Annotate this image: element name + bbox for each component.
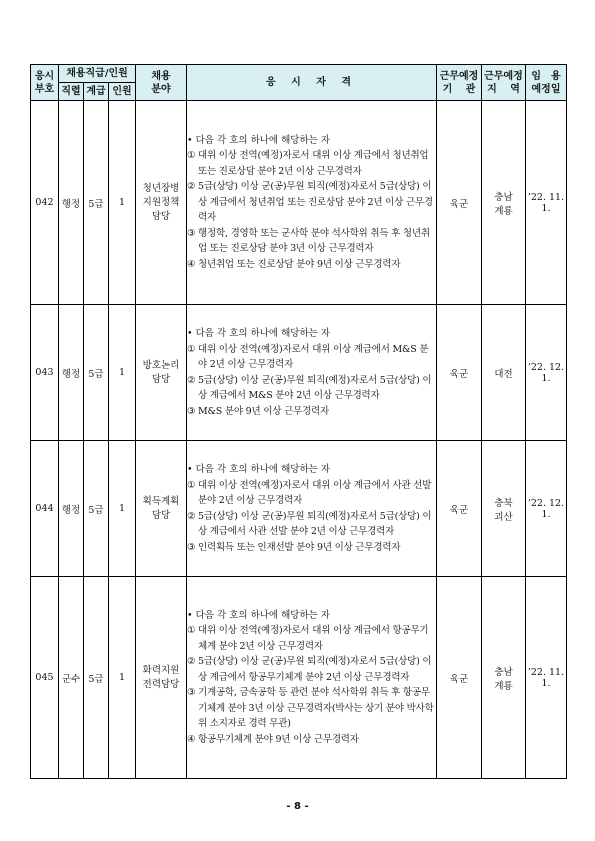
cell-grade: 5급 [84, 305, 109, 441]
table-row [31, 577, 567, 779]
cell-grade: 5급 [84, 441, 109, 577]
cell-date: ’22. 11. 1. [526, 101, 567, 305]
cell-code: 042 [31, 101, 59, 305]
qualification-item: ③ 행정학, 경영학 또는 군사학 분야 석사학위 취득 후 청년취업 또는 진로상담 분야 3년 이상 근무경력자 [187, 227, 430, 255]
qualification-item: ④ 항공무기체계 분야 9년 이상 근무경력자 [187, 733, 359, 745]
cell-org: 육군 [437, 577, 482, 779]
page-number: - 8 - [286, 801, 309, 812]
qualification-item: ③ M&S 분야 9년 이상 근무경력자 [187, 405, 329, 417]
cell-code: 044 [31, 441, 59, 577]
cell-job: 행정 [59, 101, 84, 305]
cell-date: ’22. 12. 1. [526, 305, 567, 441]
header-grade: 계급 [84, 83, 109, 101]
cell-job: 군수 [59, 577, 84, 779]
recruitment-table [30, 64, 567, 779]
cell-region: 충남 계룡 [482, 101, 526, 305]
cell-job: 행정 [59, 441, 84, 577]
table-row [31, 441, 567, 577]
table-row [31, 101, 567, 305]
header-region: 근무예정 지 역 [482, 65, 526, 101]
qualification-item: ④ 청년취업 또는 진로상담 분야 9년 이상 근무경력자 [187, 258, 401, 270]
cell-code: 043 [31, 305, 59, 441]
header-code: 응시 부호 [31, 65, 59, 101]
qualification-item: ① 대위 이상 전역(예정)자로서 대위 이상 계급에서 사관 선발 분야 2년 이상 근무경력자 [187, 479, 432, 506]
qualification-headline: • 다음 각 호의 하나에 해당하는 자 [187, 609, 331, 621]
cell-field: 청년장병 지원정책 담당 [136, 101, 187, 305]
qualification-item: ① 대위 이상 전역(예정)자로서 대위 이상 계급에서 M&S 분야 2년 이상 근무경력자 [187, 343, 429, 370]
qualification-headline: • 다음 각 호의 하나에 해당하는 자 [187, 134, 331, 146]
qualification-item: ② 5급(상당) 이상 군(공)무원 퇴직(예정)자로서 5급(상당) 이상 계급에서 사관 선발 분야 2년 이상 근무경력자 [187, 510, 432, 537]
header-count: 인원 [109, 83, 136, 101]
cell-qualification [187, 441, 437, 577]
cell-count: 1 [109, 305, 136, 441]
cell-qualification [187, 305, 437, 441]
cell-org: 육군 [437, 101, 482, 305]
cell-date: ’22. 12. 1. [526, 441, 567, 577]
header-position-group: 채용직급/인원 [59, 65, 136, 83]
qualification-item: ③ 기계공학, 금속공학 등 관련 분야 석사학위 취득 후 항공무기체계 분야 3년 이상 근무경력자(박사는 상기 분야 박사학위 소지자로 경력 무관) [187, 687, 434, 730]
header-field: 채용 분야 [136, 65, 187, 101]
cell-job: 행정 [59, 305, 84, 441]
qualification-headline: • 다음 각 호의 하나에 해당하는 자 [187, 464, 331, 475]
cell-field: 획득계획 담당 [136, 441, 187, 577]
qualification-item: ① 대위 이상 전역(예정)자로서 대위 이상 계급에서 청년취업 또는 진로상담 분야 2년 이상 근무경력자 [187, 150, 429, 177]
cell-count: 1 [109, 441, 136, 577]
table-row [31, 305, 567, 441]
qualification-item: ② 5급(상당) 이상 군(공)무원 퇴직(예정)자로서 5급(상당) 이상 계급에서 M&S 분야 2년 이상 근무경력자 [187, 374, 432, 401]
cell-field: 방호논리 담당 [136, 305, 187, 441]
cell-count: 1 [109, 577, 136, 779]
header-date: 임 용 예정일 [526, 65, 567, 101]
header-org: 근무예정 기 관 [437, 65, 482, 101]
cell-field: 화력지원 전력담당 [136, 577, 187, 779]
qualification-item: ② 5급(상당) 이상 군(공)무원 퇴직(예정)자로서 5급(상당) 이상 계급에서 청년취업 또는 진로상담 분야 2년 이상 근무경력자 [187, 181, 433, 224]
cell-grade: 5급 [84, 101, 109, 305]
cell-count: 1 [109, 101, 136, 305]
header-qualification: 응 시 자 격 [187, 65, 437, 101]
qualification-headline: • 다음 각 호의 하나에 해당하는 자 [187, 328, 331, 339]
cell-qualification [187, 101, 437, 305]
cell-region: 충남 계룡 [482, 577, 526, 779]
cell-org: 육군 [437, 305, 482, 441]
cell-qualification [187, 577, 437, 779]
cell-org: 육군 [437, 441, 482, 577]
cell-grade: 5급 [84, 577, 109, 779]
cell-region: 대전 [482, 305, 526, 441]
header-job: 직렬 [59, 83, 84, 101]
qualification-item: ② 5급(상당) 이상 군(공)무원 퇴직(예정)자로서 5급(상당) 이상 계급에서 항공무기체계 분야 2년 이상 근무경력자 [187, 656, 432, 683]
qualification-item: ③ 인력획득 또는 인재선발 분야 9년 이상 근무경력자 [187, 541, 401, 553]
qualification-item: ① 대위 이상 전역(예정)자로서 대위 이상 계급에서 항공무기체계 분야 2년 이상 근무경력자 [187, 625, 429, 652]
cell-region: 충북 괴산 [482, 441, 526, 577]
cell-date: ’22. 11. 1. [526, 577, 567, 779]
cell-code: 045 [31, 577, 59, 779]
